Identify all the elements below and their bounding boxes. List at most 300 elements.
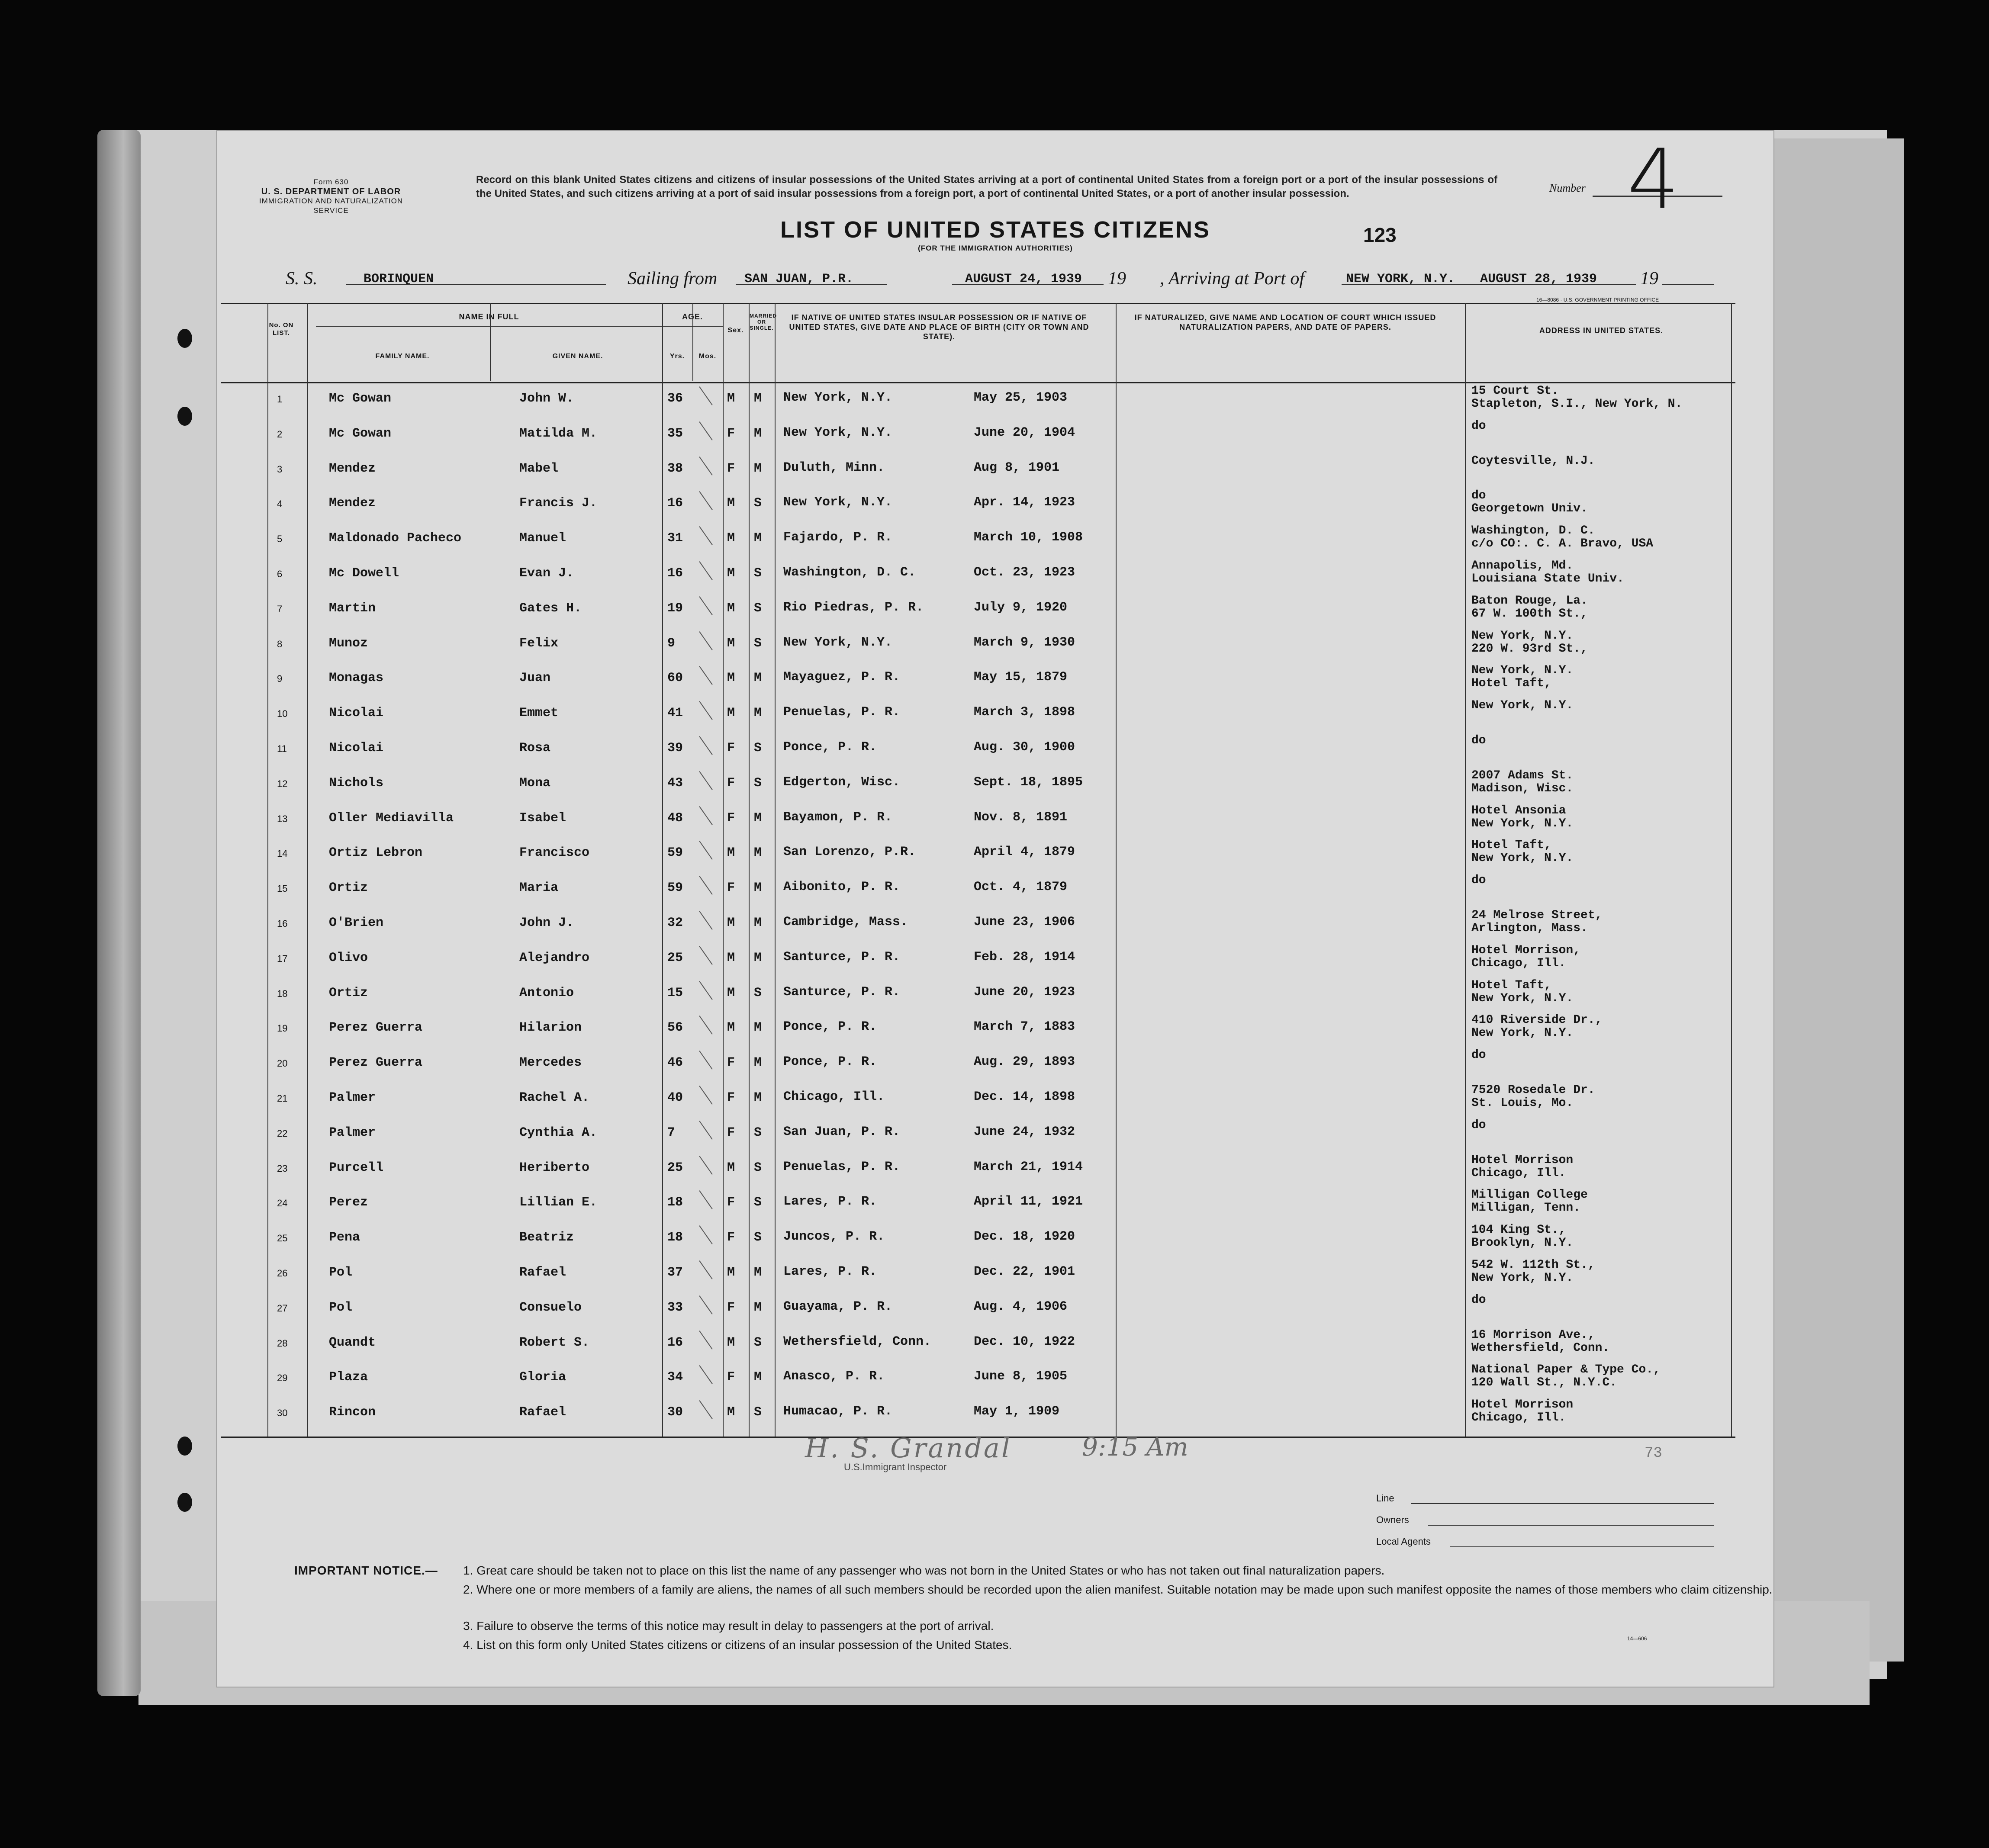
marital-status: M	[754, 461, 762, 476]
birth-date: March 7, 1883	[974, 1019, 1075, 1035]
mos-tick-mark	[699, 1400, 712, 1419]
marital-status: M	[754, 916, 762, 930]
table-row	[221, 454, 1735, 492]
birth-date: March 9, 1930	[974, 635, 1075, 650]
given-name: Rafael	[519, 1265, 566, 1280]
sex: M	[727, 845, 735, 861]
sex: F	[727, 881, 735, 896]
mos-tick-mark	[699, 736, 712, 755]
sex: F	[727, 1090, 735, 1105]
age-years: 16	[667, 566, 683, 581]
age-years: 35	[667, 426, 683, 441]
age-years: 18	[667, 1195, 683, 1210]
sex: M	[727, 531, 735, 546]
birth-place: Cambridge, Mass.	[783, 915, 908, 929]
birth-place: Anasco, P. R.	[783, 1369, 885, 1384]
address-line-1: do	[1471, 1293, 1486, 1307]
birth-date: Dec. 14, 1898	[974, 1090, 1075, 1104]
given-name: John J.	[519, 916, 574, 930]
marital-status: M	[754, 426, 762, 441]
family-name: Mendez	[329, 461, 376, 476]
family-name: Martin	[329, 601, 376, 616]
year-label-2: 19	[1640, 269, 1658, 289]
header-address: ADDRESS IN UNITED STATES.	[1539, 326, 1664, 335]
mos-tick-mark	[699, 1121, 712, 1140]
given-name: Felix	[519, 636, 559, 651]
given-name: Emmet	[519, 706, 559, 721]
row-number: 23	[277, 1163, 288, 1174]
sailing-date: AUGUST 24, 1939	[965, 272, 1082, 286]
marital-status: M	[754, 706, 762, 721]
mos-tick-mark	[699, 596, 712, 615]
address-line-2: New York, N.Y.	[1471, 991, 1574, 1005]
given-name: Rosa	[519, 741, 551, 755]
sex: F	[727, 1230, 735, 1245]
marital-status: M	[754, 1020, 762, 1035]
binder-spine	[97, 130, 141, 1696]
marital-status: M	[754, 1090, 762, 1105]
age-years: 16	[667, 496, 683, 511]
table-row	[221, 768, 1735, 807]
family-name: Palmer	[329, 1090, 376, 1105]
marital-status: S	[754, 566, 762, 581]
address-line-2: Louisiana State Univ.	[1471, 572, 1624, 585]
address-line-2: Brooklyn, N.Y.	[1471, 1236, 1574, 1250]
page-title: LIST OF UNITED STATES CITIZENS	[780, 217, 1210, 243]
mos-tick-mark	[699, 1086, 712, 1105]
age-years: 16	[667, 1335, 683, 1350]
given-name: Francis J.	[519, 496, 598, 511]
row-number: 19	[277, 1023, 288, 1034]
family-name: Nicolai	[329, 741, 384, 755]
sex: F	[727, 1055, 735, 1070]
table-row	[221, 803, 1735, 842]
birth-date: Sept. 18, 1895	[974, 775, 1083, 790]
age-years: 41	[667, 706, 683, 721]
family-name: Maldonado Pacheco	[329, 531, 462, 546]
row-number: 9	[277, 673, 283, 685]
sex: M	[727, 1405, 735, 1420]
address-line-1: Hotel Taft,	[1471, 839, 1551, 852]
family-name: Mc Dowell	[329, 566, 399, 581]
marital-status: M	[754, 531, 762, 546]
given-name: Robert S.	[519, 1335, 590, 1350]
arriving-underline	[1342, 284, 1636, 285]
row-number: 8	[277, 638, 283, 649]
sex: M	[727, 496, 735, 511]
birth-place: Duluth, Minn.	[783, 460, 885, 475]
mos-tick-mark	[699, 876, 712, 895]
birth-place: Washington, D. C.	[783, 565, 916, 580]
age-years: 46	[667, 1055, 683, 1070]
marital-status: S	[754, 1230, 762, 1245]
notice-item-4: 4. List on this form only United States citizens or citizens of an insular possession of the United States.	[463, 1638, 1012, 1652]
sex: M	[727, 636, 735, 651]
address-line-1: do	[1471, 1118, 1486, 1132]
number-label: Number	[1549, 182, 1586, 194]
birth-place: Santurce, P. R.	[783, 949, 901, 964]
address-line-2: Georgetown Univ.	[1471, 502, 1588, 516]
binder-hole	[177, 1493, 192, 1512]
mos-tick-mark	[699, 421, 712, 440]
address-line-1: Coytesville, N.J.	[1471, 454, 1595, 468]
row-number: 16	[277, 918, 288, 929]
address-line-2: Chicago, Ill.	[1471, 1166, 1566, 1180]
given-name: Maria	[519, 881, 559, 896]
given-name: Juan	[519, 671, 551, 686]
table-row	[221, 1398, 1735, 1436]
row-number: 27	[277, 1302, 288, 1314]
age-years: 25	[667, 1160, 683, 1175]
sex: M	[727, 1020, 735, 1035]
mos-tick-mark	[699, 386, 712, 405]
birth-place: San Juan, P. R.	[783, 1124, 901, 1139]
marital-status: S	[754, 741, 762, 755]
address-line-2: Stapleton, S.I., New York, N.	[1471, 397, 1683, 411]
sailing-date-underline	[952, 284, 1104, 285]
address-line-1: New York, N.Y.	[1471, 699, 1574, 713]
marital-status: M	[754, 1300, 762, 1315]
family-name: Mc Gowan	[329, 391, 392, 406]
table-row	[221, 1188, 1735, 1226]
page-subtitle: (FOR THE IMMIGRATION AUTHORITIES)	[918, 244, 1073, 252]
birth-date: Dec. 10, 1922	[974, 1334, 1075, 1349]
birth-place: San Lorenzo, P.R.	[783, 845, 916, 860]
address-line-1: 104 King St.,	[1471, 1223, 1566, 1237]
sailing-port: SAN JUAN, P.R.	[744, 272, 854, 286]
manifest-page	[216, 130, 1774, 1687]
table-header	[221, 303, 1735, 383]
column-rule	[490, 303, 491, 381]
table-row	[221, 1363, 1735, 1401]
age-years: 40	[667, 1090, 683, 1105]
given-name: Alejandro	[519, 950, 590, 965]
given-name: Gloria	[519, 1370, 566, 1385]
local-agents-rule	[1450, 1546, 1714, 1547]
notice-item-1: 1. Great care should be taken not to place on this list the name of any passenger who was not born in the United States or who has not taken out final naturalization papers.	[463, 1564, 1385, 1577]
year-underline	[1662, 284, 1714, 285]
mos-tick-mark	[699, 1051, 712, 1070]
mos-tick-mark	[699, 1191, 712, 1210]
birth-date: Aug 8, 1901	[974, 460, 1060, 475]
table-row	[221, 1048, 1735, 1086]
family-name: Perez	[329, 1195, 368, 1210]
notice-item-2: 2. Where one or more members of a family are aliens, the names of all such members should be recorded upon the alien manifest. Suitable notation may be made upon such manifest opposite the names of those members who claim citizenship.	[463, 1583, 1773, 1596]
table-row	[221, 699, 1735, 736]
mos-tick-mark	[699, 911, 712, 930]
birth-place: Ponce, P. R.	[783, 1054, 877, 1070]
table-row	[221, 1118, 1735, 1156]
notice-item-3: 3. Failure to observe the terms of this notice may result in delay to passengers at the port of arrival.	[463, 1619, 994, 1633]
given-name: Mona	[519, 775, 551, 791]
mos-tick-mark	[699, 1366, 712, 1385]
given-name: Mabel	[519, 461, 559, 476]
address-line-1: Baton Rouge, La.	[1471, 594, 1588, 607]
birth-date: Feb. 28, 1914	[974, 949, 1075, 964]
marital-status: S	[754, 1160, 762, 1175]
address-line-2: New York, N.Y.	[1471, 816, 1574, 830]
birth-place: Lares, P. R.	[783, 1194, 877, 1209]
birth-date: March 3, 1898	[974, 705, 1075, 720]
sex: M	[727, 566, 735, 581]
marital-status: M	[754, 1265, 762, 1280]
ss-label: S. S.	[286, 269, 318, 289]
age-years: 31	[667, 531, 683, 546]
birth-date: March 21, 1914	[974, 1159, 1083, 1174]
mos-tick-mark	[699, 1260, 712, 1279]
row-number: 14	[277, 848, 288, 859]
address-line-1: 410 Riverside Dr.,	[1471, 1013, 1603, 1027]
marital-status: S	[754, 1125, 762, 1140]
age-years: 39	[667, 741, 683, 755]
row-number: 28	[277, 1337, 288, 1349]
age-years: 18	[667, 1230, 683, 1245]
list-number: 4	[1627, 132, 1680, 227]
stamp-number: 123	[1363, 224, 1397, 246]
address-line-1: 2007 Adams St.	[1471, 768, 1574, 782]
mos-tick-mark	[699, 631, 712, 650]
arriving-date: AUGUST 28, 1939	[1480, 272, 1597, 286]
birth-place: Humacao, P. R.	[783, 1404, 893, 1419]
table-row	[221, 874, 1735, 911]
sex: M	[727, 671, 735, 686]
row-number: 10	[277, 708, 288, 720]
marital-status: S	[754, 775, 762, 791]
address-line-1: Milligan College	[1471, 1188, 1588, 1202]
birth-date: July 9, 1920	[974, 600, 1068, 615]
birth-place: Bayamon, P. R.	[783, 810, 893, 825]
table-row	[221, 1328, 1735, 1366]
birth-date: Oct. 23, 1923	[974, 565, 1075, 580]
family-name: Perez Guerra	[329, 1020, 423, 1035]
family-name: Monagas	[329, 671, 384, 686]
marital-status: S	[754, 1335, 762, 1350]
age-years: 9	[667, 636, 676, 651]
mos-tick-mark	[699, 946, 712, 965]
birth-date: June 20, 1923	[974, 984, 1075, 1000]
age-years: 19	[667, 601, 683, 616]
given-name: Evan J.	[519, 566, 574, 581]
sex: F	[727, 461, 735, 476]
address-line-1: New York, N.Y.	[1471, 629, 1574, 643]
family-name: Rincon	[329, 1405, 376, 1420]
marital-status: S	[754, 636, 762, 651]
sex: F	[727, 775, 735, 791]
line-rule	[1411, 1503, 1714, 1504]
mos-tick-mark	[699, 1295, 712, 1314]
table-row	[221, 1083, 1735, 1121]
table-row	[221, 524, 1735, 562]
birth-date: Aug. 29, 1893	[974, 1054, 1075, 1070]
address-line-1: Hotel Morrison,	[1471, 943, 1581, 957]
birth-place: Edgerton, Wisc.	[783, 775, 901, 790]
row-number: 7	[277, 603, 283, 614]
address-line-2: Madison, Wisc.	[1471, 781, 1574, 795]
marital-status: S	[754, 1405, 762, 1420]
table-row	[221, 1293, 1735, 1331]
address-line-2: 220 W. 93rd St.,	[1471, 642, 1588, 656]
address-line-2: 67 W. 100th St.,	[1471, 607, 1588, 620]
marital-status: M	[754, 810, 762, 826]
mos-tick-mark	[699, 526, 712, 545]
given-name: Manuel	[519, 531, 566, 546]
table-row	[221, 943, 1735, 981]
ship-underline	[346, 284, 606, 285]
address-line-2: Chicago, Ill.	[1471, 956, 1566, 970]
address-line-2: New York, N.Y.	[1471, 1026, 1574, 1040]
marital-status: M	[754, 845, 762, 861]
mos-tick-mark	[699, 701, 712, 720]
row-number: 29	[277, 1372, 288, 1384]
marital-status: S	[754, 1195, 762, 1210]
header-mos: Mos.	[698, 353, 717, 360]
birth-date: June 23, 1906	[974, 915, 1075, 929]
service-name: IMMIGRATION AND NATURALIZATION SERVICE	[259, 197, 403, 215]
table-row	[221, 1258, 1735, 1296]
birth-place: New York, N.Y.	[783, 425, 893, 440]
address-line-1: do	[1471, 419, 1486, 433]
address-line-2: New York, N.Y.	[1471, 1271, 1574, 1285]
address-line-1: do	[1471, 1048, 1486, 1062]
family-name: Plaza	[329, 1370, 368, 1385]
age-years: 60	[667, 671, 683, 686]
binder-hole	[177, 1437, 192, 1456]
marital-status: S	[754, 601, 762, 616]
age-years: 48	[667, 810, 683, 826]
address-line-2: Milligan, Tenn.	[1471, 1201, 1581, 1215]
row-number: 11	[277, 743, 287, 754]
birth-date: June 8, 1905	[974, 1369, 1068, 1384]
table-row	[221, 419, 1735, 457]
family-name: Palmer	[329, 1125, 376, 1140]
address-line-2: Wethersfield, Conn.	[1471, 1341, 1610, 1355]
binder-hole	[177, 329, 192, 348]
row-number: 5	[277, 534, 283, 545]
mos-tick-mark	[699, 666, 712, 685]
line-label: Line	[1376, 1493, 1394, 1504]
sex: M	[727, 916, 735, 930]
binder-hole	[177, 407, 192, 426]
sex: F	[727, 810, 735, 826]
family-name: Pol	[329, 1265, 353, 1280]
table-row	[221, 594, 1735, 632]
row-number: 24	[277, 1198, 288, 1209]
header-sex: Sex.	[727, 327, 744, 334]
column-rule	[692, 303, 693, 381]
header-age: AGE.	[682, 312, 703, 321]
age-years: 36	[667, 391, 683, 406]
sex: F	[727, 1370, 735, 1385]
birth-place: Fajardo, P. R.	[783, 530, 893, 545]
address-line-1: National Paper & Type Co.,	[1471, 1363, 1661, 1377]
marital-status: S	[754, 496, 762, 511]
table-row	[221, 1153, 1735, 1191]
mos-tick-mark	[699, 1331, 712, 1350]
sex: M	[727, 985, 735, 1000]
address-line-1: Washington, D. C.	[1471, 524, 1595, 538]
owners-label: Owners	[1376, 1514, 1409, 1525]
row-number: 17	[277, 953, 288, 964]
given-name: Cynthia A.	[519, 1125, 598, 1140]
table-row	[221, 909, 1735, 946]
address-line-2: Arlington, Mass.	[1471, 922, 1588, 935]
given-name: Gates H.	[519, 601, 582, 616]
family-name: Ortiz Lebron	[329, 845, 423, 861]
given-name: Antonio	[519, 985, 574, 1000]
sex: M	[727, 1265, 735, 1280]
row-number: 15	[277, 883, 288, 894]
birth-place: Ponce, P. R.	[783, 740, 877, 755]
address-line-1: do	[1471, 734, 1486, 747]
age-years: 37	[667, 1265, 683, 1280]
family-name: Pol	[329, 1300, 353, 1315]
age-years: 15	[667, 985, 683, 1000]
given-name: Mercedes	[519, 1055, 582, 1070]
header-birth-place: IF NATIVE OF UNITED STATES INSULAR POSSESSION OR IF NATIVE OF UNITED STATES, GIVE DATE AND PLACE OF BIRTH (CITY OR TOWN AND STATE).	[789, 313, 1089, 341]
mos-tick-mark	[699, 456, 712, 476]
sex: M	[727, 950, 735, 965]
form-code: 14—606	[1627, 1636, 1647, 1642]
given-name: Francisco	[519, 845, 590, 861]
row-number: 1	[277, 394, 283, 405]
address-line-1: 24 Melrose Street,	[1471, 909, 1603, 922]
birth-date: April 11, 1921	[974, 1194, 1083, 1209]
family-name: Perez Guerra	[329, 1055, 423, 1070]
given-name: Matilda M.	[519, 426, 598, 441]
birth-place: Juncos, P. R.	[783, 1229, 885, 1244]
address-line-2: c/o CO:. C. A. Bravo, USA	[1471, 537, 1654, 551]
family-name: O'Brien	[329, 916, 384, 930]
family-name: Ortiz	[329, 881, 368, 896]
row-number: 21	[277, 1093, 288, 1104]
given-name: Rachel A.	[519, 1090, 590, 1105]
age-years: 59	[667, 845, 683, 861]
signature-time: 9:15 Am	[1082, 1432, 1188, 1462]
birth-date: Aug. 4, 1906	[974, 1299, 1068, 1314]
mos-tick-mark	[699, 771, 712, 790]
table-row	[221, 489, 1735, 527]
sex: F	[727, 1195, 735, 1210]
birth-place: Penuelas, P. R.	[783, 1159, 901, 1174]
birth-place: Penuelas, P. R.	[783, 705, 901, 720]
address-line-2: Chicago, Ill.	[1471, 1411, 1566, 1425]
family-name: Quandt	[329, 1335, 376, 1350]
address-line-1: 542 W. 112th St.,	[1471, 1258, 1595, 1272]
inspector-title: U.S.Immigrant Inspector	[844, 1462, 947, 1472]
given-name: Rafael	[519, 1405, 566, 1420]
table-row	[221, 664, 1735, 701]
birth-date: May 1, 1909	[974, 1404, 1060, 1419]
birth-date: June 20, 1904	[974, 425, 1075, 440]
address-line-2: Hotel Taft,	[1471, 677, 1551, 691]
marital-status: M	[754, 671, 762, 686]
birth-date: March 10, 1908	[974, 530, 1083, 545]
name-divider	[316, 326, 662, 327]
record-instructions: Record on this blank United States citizens and citizens of insular possessions of the United States arriving at a port of continental United States from a foreign port or a port of the insular possessions of the United States, and such citizens arriving at a port of said insular possessions from a foreign port, a port of continental United States, or a port of another insular possession.	[476, 174, 1497, 199]
address-line-1: Hotel Ansonia	[1471, 803, 1566, 817]
sailing-port-underline	[736, 284, 887, 285]
notice-heading: IMPORTANT NOTICE.—	[294, 1564, 438, 1577]
age-years: 59	[667, 881, 683, 896]
header-yrs: Yrs.	[669, 353, 685, 360]
page-number: 73	[1645, 1445, 1662, 1462]
table-row	[221, 734, 1735, 771]
row-number: 2	[277, 428, 283, 440]
marital-status: M	[754, 950, 762, 965]
header-no: No. ON LIST.	[269, 321, 294, 337]
birth-date: June 24, 1932	[974, 1124, 1075, 1139]
birth-place: Aibonito, P. R.	[783, 880, 901, 895]
